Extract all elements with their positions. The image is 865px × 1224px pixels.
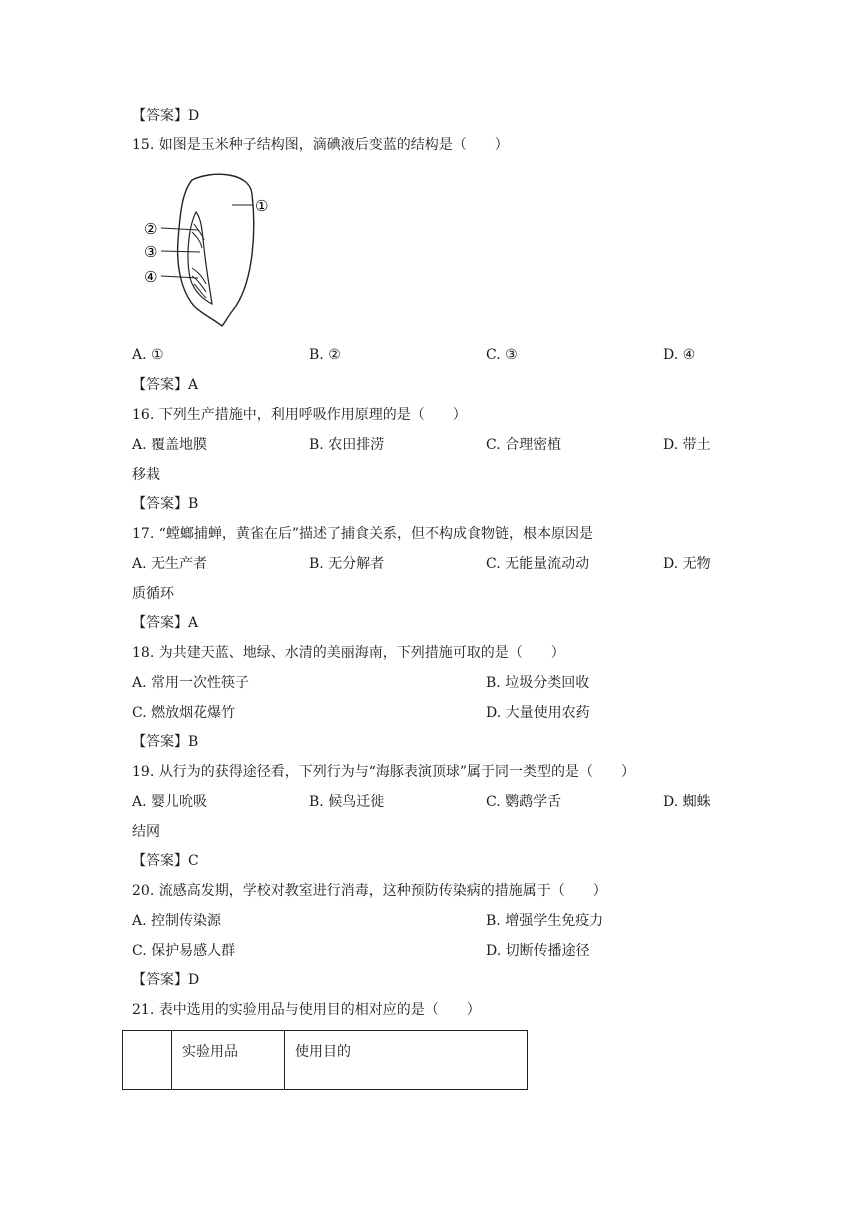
table-row: [123, 1031, 528, 1090]
answer-20: 【答案】D: [132, 972, 200, 988]
option-16-d-wrap: 移栽: [132, 467, 160, 483]
option-18-c[interactable]: C. 燃放烟花爆竹: [132, 705, 236, 721]
option-18-d[interactable]: D. 大量使用农药: [486, 705, 590, 721]
label-4: ④: [144, 268, 158, 286]
answer-19: 【答案】C: [132, 853, 199, 869]
option-18-b[interactable]: B. 垃圾分类回收: [486, 675, 590, 691]
option-19-c[interactable]: C. 鹦鹉学舌: [486, 794, 562, 810]
option-16-a[interactable]: A. 覆盖地膜: [132, 437, 208, 453]
answer-15: 【答案】A: [132, 377, 199, 393]
embryo-outline: [188, 212, 212, 304]
option-15-a[interactable]: A. ①: [132, 347, 164, 363]
option-15-b[interactable]: B. ②: [309, 347, 341, 363]
option-18-a[interactable]: A. 常用一次性筷子: [132, 675, 250, 691]
label-2: ②: [144, 220, 158, 238]
question-18: 18. 为共建天蓝、地绿、水清的美丽海南，下列措施可取的是（ ）: [132, 645, 565, 661]
question-21: 21. 表中选用的实验用品与使用目的相对应的是（ ）: [132, 1002, 481, 1018]
option-19-d[interactable]: D. 蜘蛛: [663, 794, 711, 810]
question-20: 20. 流感高发期，学校对教室进行消毒，这种预防传染病的措施属于（ ）: [132, 883, 607, 899]
option-20-a[interactable]: A. 控制传染源: [132, 913, 222, 929]
option-19-b[interactable]: B. 候鸟迁徙: [309, 794, 385, 810]
answer-16: 【答案】B: [132, 496, 199, 512]
option-15-c[interactable]: C. ③: [486, 347, 518, 363]
question-15: 15. 如图是玉米种子结构图，滴碘液后变蓝的结构是（ ）: [132, 137, 509, 153]
table-header-blank: [123, 1031, 172, 1090]
question-16: 16. 下列生产措施中，利用呼吸作用原理的是（ ）: [132, 407, 467, 423]
label-3: ③: [144, 243, 158, 261]
option-20-c[interactable]: C. 保护易感人群: [132, 943, 236, 959]
corn-seed-outline: [178, 174, 254, 326]
answer-17: 【答案】A: [132, 615, 199, 631]
table-header-purpose: 使用目的: [285, 1031, 528, 1090]
answer-14: 【答案】D: [132, 108, 200, 124]
option-19-a[interactable]: A. 婴儿吮吸: [132, 794, 208, 810]
option-17-d[interactable]: D. 无物: [663, 556, 711, 572]
option-19-d-wrap: 结网: [132, 824, 160, 840]
table-header-materials: 实验用品: [172, 1031, 285, 1090]
corn-seed-diagram: [132, 168, 282, 328]
option-16-d[interactable]: D. 带土: [663, 437, 711, 453]
question-17: 17. “螳螂捕蝉，黄雀在后”描述了捕食关系，但不构成食物链，根本原因是: [132, 526, 594, 542]
option-20-d[interactable]: D. 切断传播途径: [486, 943, 590, 959]
option-17-b[interactable]: B. 无分解者: [309, 556, 385, 572]
option-15-d[interactable]: D. ④: [663, 347, 696, 363]
option-17-d-wrap: 质循环: [132, 586, 174, 602]
question-19: 19. 从行为的获得途径看，下列行为与“海豚表演顶球”属于同一类型的是（ ）: [132, 764, 636, 780]
label-1: ①: [255, 197, 269, 215]
option-17-c[interactable]: C. 无能量流动动: [486, 556, 590, 572]
option-20-b[interactable]: B. 增强学生免疫力: [486, 913, 604, 929]
experiment-table: [122, 1030, 528, 1090]
option-16-b[interactable]: B. 农田排涝: [309, 437, 385, 453]
option-17-a[interactable]: A. 无生产者: [132, 556, 208, 572]
option-16-c[interactable]: C. 合理密植: [486, 437, 562, 453]
answer-18: 【答案】B: [132, 734, 199, 750]
